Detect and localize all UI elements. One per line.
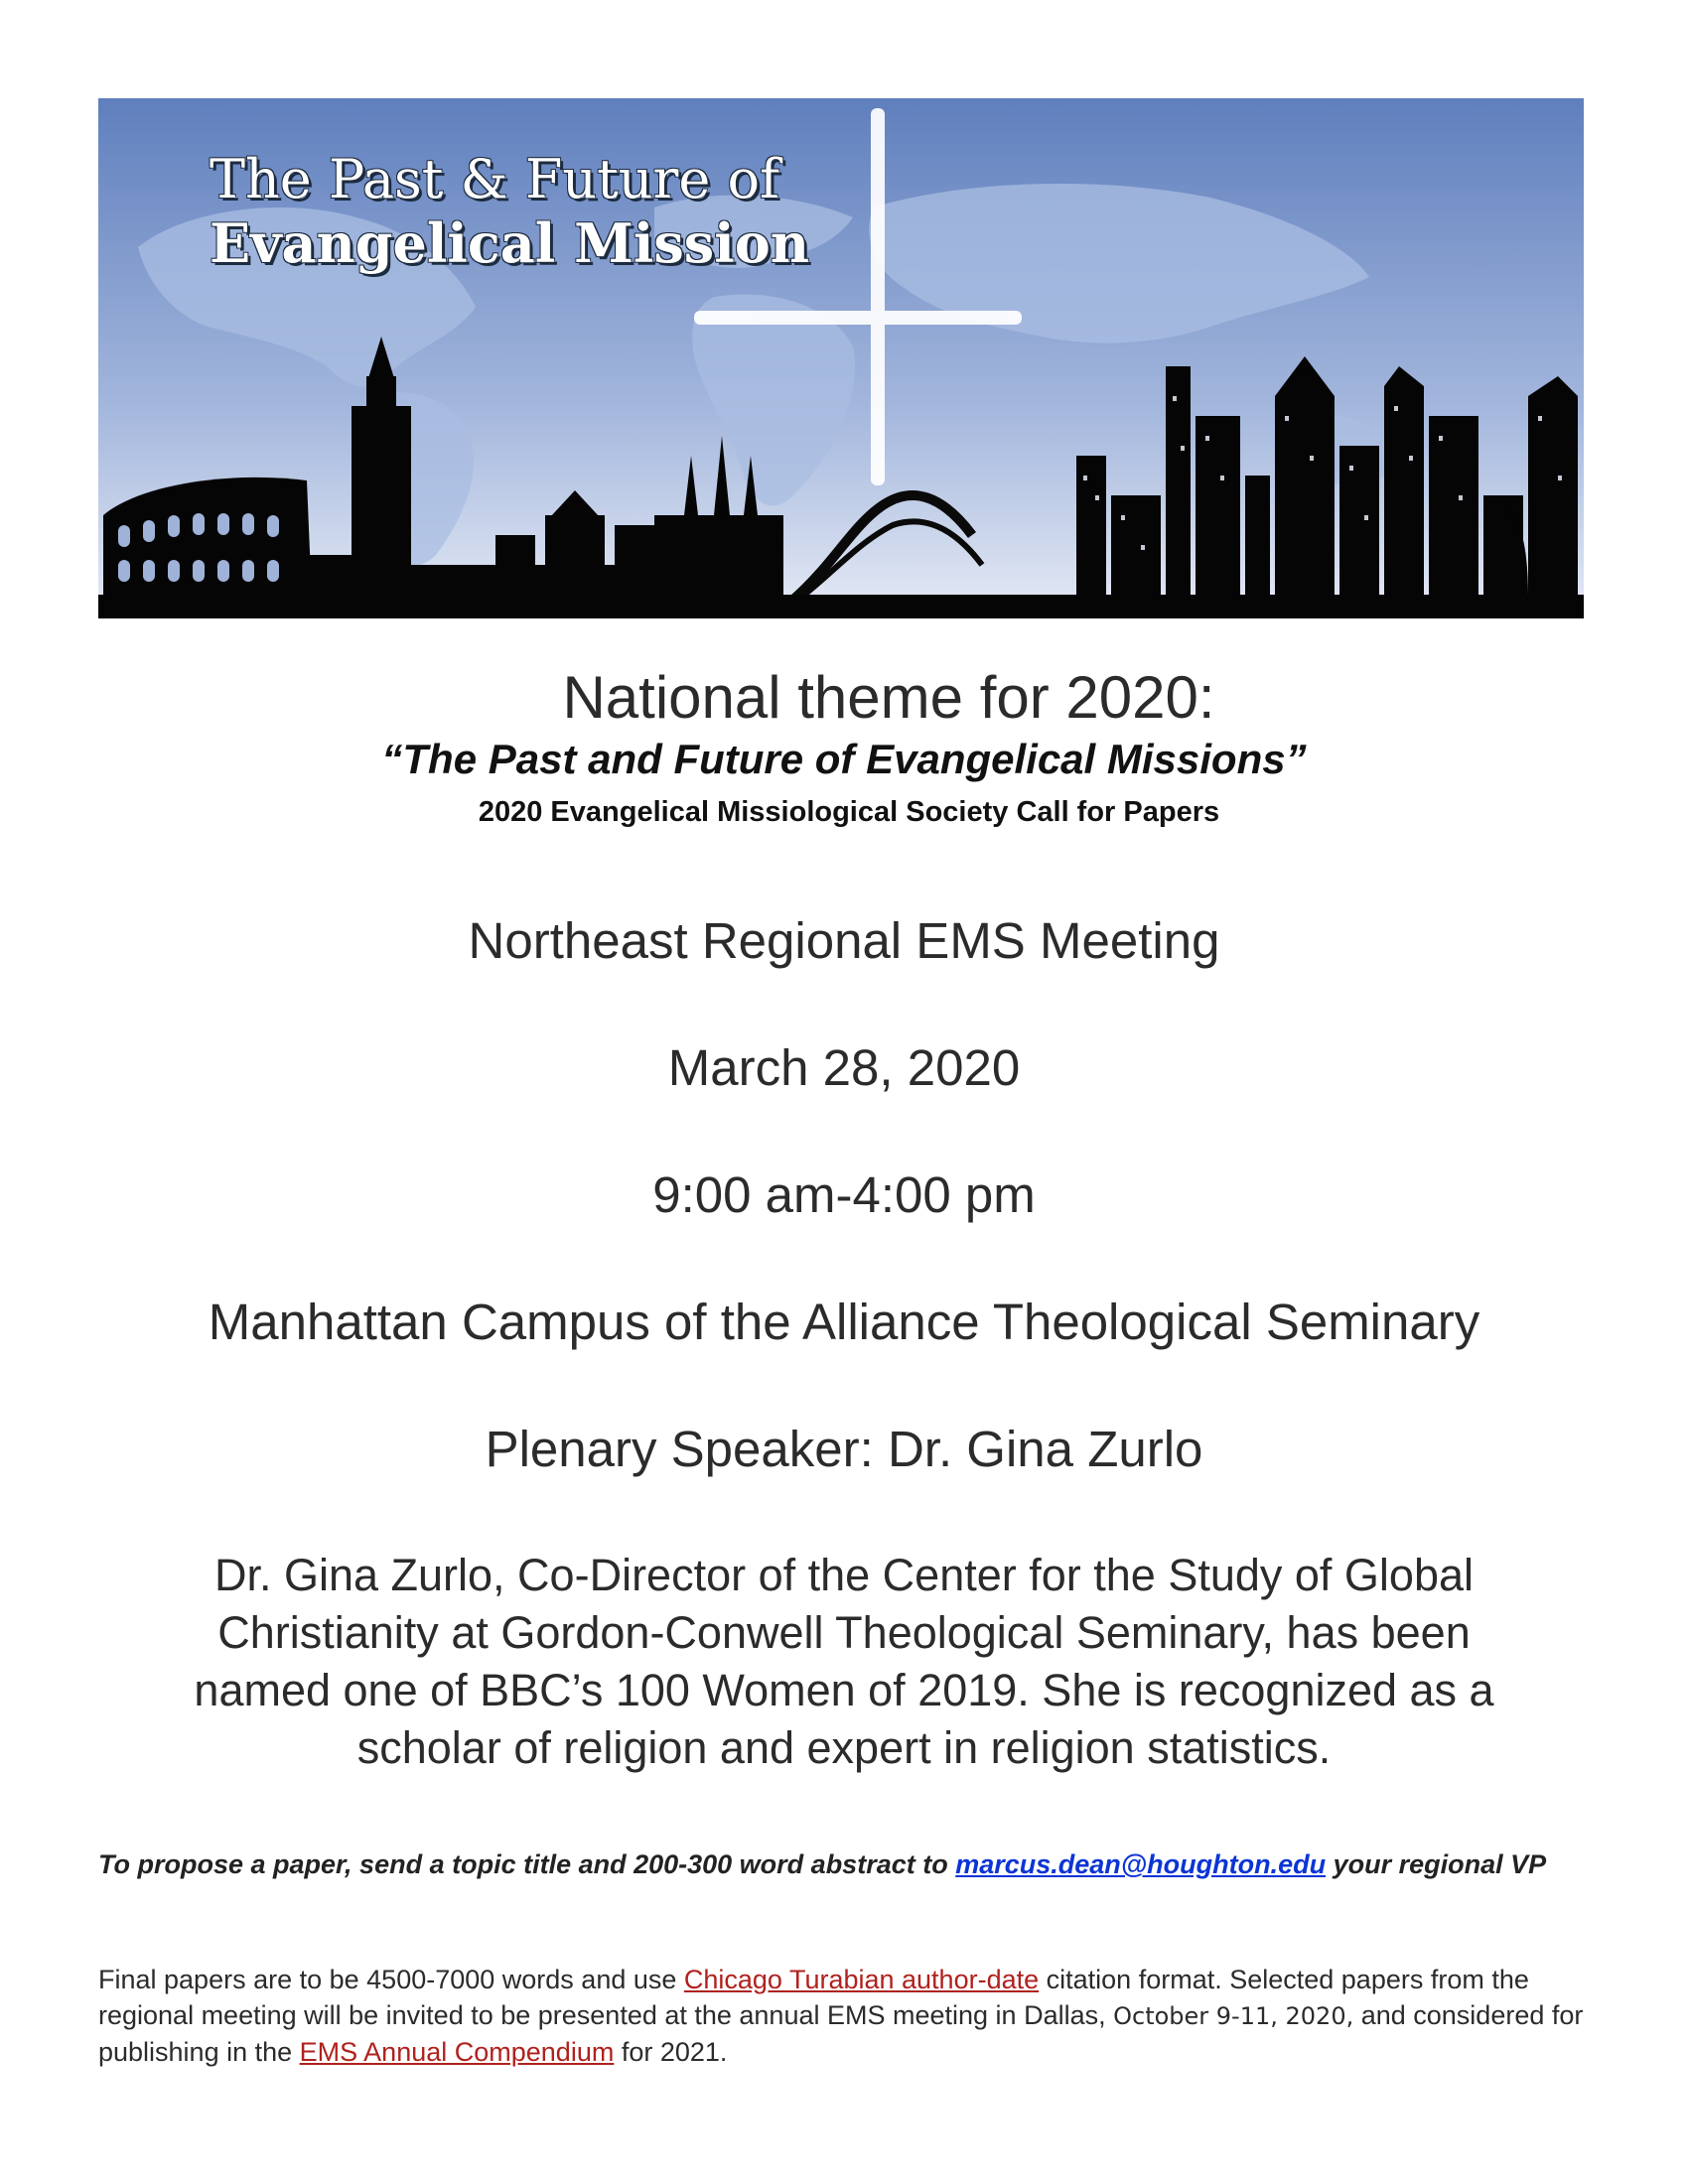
ems-compendium-link[interactable]: EMS Annual Compendium (299, 2037, 615, 2067)
final-text: for 2021. (614, 2037, 728, 2067)
banner-image (98, 98, 1584, 618)
bio-line: named one of BBC’s 100 Women of 2019. She is recognized as a (194, 1665, 1494, 1715)
banner-title (210, 148, 809, 275)
contact-email-link[interactable]: marcus.dean@houghton.edu (955, 1849, 1327, 1879)
plenary-speaker: Plenary Speaker: Dr. Gina Zurlo (485, 1421, 1203, 1477)
meeting-name: Northeast Regional EMS Meeting (468, 912, 1220, 969)
meeting-date: March 28, 2020 (667, 1039, 1021, 1096)
meeting-time: 9:00 am-4:00 pm (652, 1166, 1036, 1223)
meeting-venue: Manhattan Campus of the Alliance Theological Seminary (208, 1294, 1480, 1350)
proposal-text-end: your regional VP (1326, 1849, 1547, 1879)
theme-subtitle: 2020 Evangelical Missiological Society Call for Papers (478, 796, 1220, 828)
annual-meeting-dates: October 9-11, 2020, (1113, 2002, 1354, 2030)
final-text: citation format. Selected papers from the regional meeting will be invited to be presented at the annual EMS meeting in Dallas, (98, 1965, 1529, 2030)
bio-line: Christianity at Gordon-Conwell Theological Seminary, has been (217, 1607, 1471, 1658)
bio-line: scholar of religion and expert in religion statistics. (356, 1722, 1332, 1773)
theme-title: “The Past and Future of Evangelical Missions” (381, 736, 1307, 782)
bio-line: Dr. Gina Zurlo, Co-Director of the Center for the Study of Global (213, 1550, 1475, 1600)
speaker-bio (89, 1547, 1599, 1777)
banner-title-line1: The Past & Future of (210, 148, 779, 210)
theme-heading: National theme for 2020: (562, 664, 1215, 731)
final-papers-info (98, 1962, 1598, 2070)
banner-title-line2: Evangelical Mission (210, 211, 809, 275)
proposal-instructions (98, 1846, 1588, 1882)
final-text: and considered for publishing in the (98, 2000, 1584, 2067)
final-text: Final papers are to be 4500-7000 words and use (98, 1965, 684, 1994)
proposal-text: To propose a paper, send a topic title and 200-300 word abstract to (98, 1849, 956, 1879)
chicago-turabian-link[interactable]: Chicago Turabian author-date (683, 1965, 1040, 1994)
